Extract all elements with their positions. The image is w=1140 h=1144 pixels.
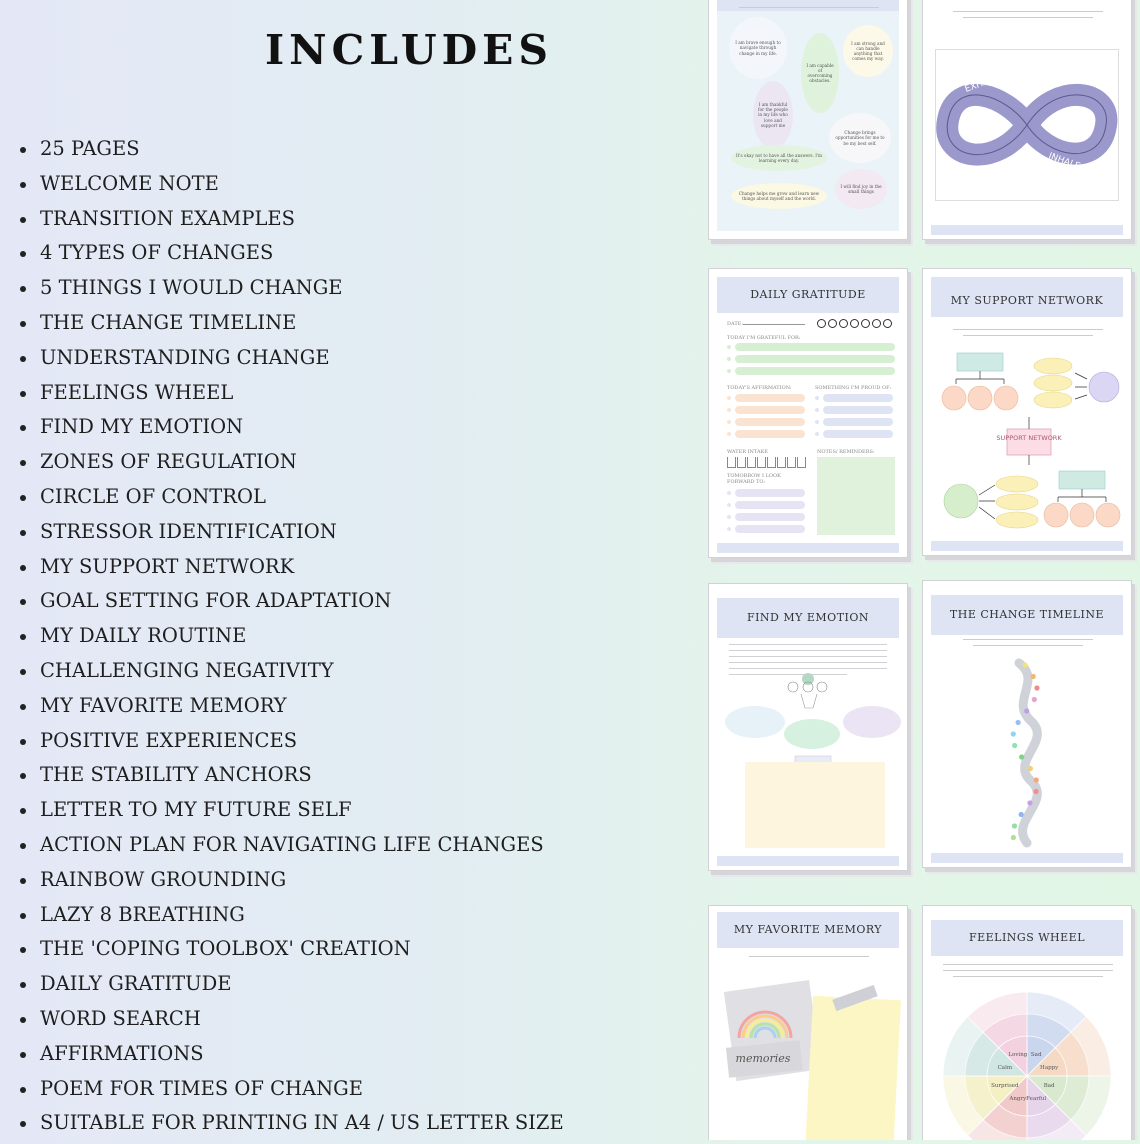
timeline-dot: [1012, 743, 1017, 748]
water-cup-icon: [767, 457, 776, 468]
preview-daily-gratitude: DAILY GRATITUDE DATE: TODAY I'M GRATEFUL FOR: TODAY'S AFFIRMATION: SOMETHING I'M PROUD OF: WATER INTAKE NOTES/ REMINDERS: TOMORROW I LOOK FORWARD TO:: [708, 268, 908, 558]
memory-collage: [709, 906, 907, 1140]
affirmation-bubble: I am strong and can handle anything that comes my way.: [843, 25, 893, 77]
include-item: ACTION PLAN FOR NAVIGATING LIFE CHANGES: [20, 831, 564, 866]
include-item: WELCOME NOTE: [20, 170, 564, 205]
gratitude-line: [735, 513, 805, 521]
wheel-core-label: Loving: [1008, 1051, 1028, 1058]
include-item: CHALLENGING NEGATIVITY: [20, 657, 564, 692]
timeline-dot: [1011, 731, 1016, 736]
memories-label: memories: [735, 1052, 791, 1065]
include-item: GOAL SETTING FOR ADAPTATION: [20, 587, 564, 622]
wheel-core-label: Calm: [997, 1064, 1013, 1071]
timeline-dot: [1032, 697, 1037, 702]
feelings-wheel: [923, 906, 1131, 1140]
include-item: RAINBOW GROUNDING: [20, 866, 564, 901]
include-item: THE CHANGE TIMELINE: [20, 309, 564, 344]
water-cup-icon: [757, 457, 766, 468]
timeline-dot: [1019, 754, 1024, 759]
preview-lazy-8-breathing: [922, 0, 1132, 240]
gratitude-line: [735, 406, 805, 414]
mood-face-icon: [817, 319, 826, 328]
include-item: THE 'COPING TOOLBOX' CREATION: [20, 935, 564, 970]
affirmation-bubble: I will find joy in the small things: [835, 169, 887, 209]
lazy-8-frame: [935, 49, 1119, 201]
include-item: CIRCLE OF CONTROL: [20, 483, 564, 518]
wheel-core-label: Angry: [1009, 1096, 1027, 1103]
preview-change-timeline: [922, 580, 1132, 868]
timeline-dot: [1034, 777, 1039, 782]
infinity-loop-shape: [936, 50, 1118, 200]
page-title: DAILY GRATITUDE: [750, 288, 866, 301]
inhale-label: INHALE: [1046, 151, 1082, 173]
gratitude-line: [735, 367, 895, 375]
include-item: MY SUPPORT NETWORK: [20, 553, 564, 588]
mood-face-icon: [839, 319, 848, 328]
includes-list: [20, 135, 564, 1144]
page-header-bar: [717, 277, 899, 313]
include-item: DAILY GRATITUDE: [20, 970, 564, 1005]
gratitude-line: [735, 343, 895, 351]
water-cup-icon: [747, 457, 756, 468]
page-title: FIND MY EMOTION: [746, 611, 870, 624]
water-cup-icon: [777, 457, 786, 468]
preview-find-my-emotion: [708, 583, 908, 871]
affirmation-bubble: Change helps me grow and learn new things about myself and the world.: [731, 183, 827, 209]
include-item: FIND MY EMOTION: [20, 413, 564, 448]
gratitude-line: [823, 406, 893, 414]
water-cup-icon: [737, 457, 746, 468]
preview-favorite-memory: [708, 905, 908, 1140]
timeline-dot: [1033, 789, 1038, 794]
wheel-core-label: Bad: [1043, 1083, 1055, 1090]
support-network-diagram: [923, 269, 1131, 555]
include-item: POEM FOR TIMES OF CHANGE: [20, 1075, 564, 1110]
timeline-dot: [1031, 674, 1036, 679]
include-item: MY DAILY ROUTINE: [20, 622, 564, 657]
gratitude-line: [735, 489, 805, 497]
timeline-dot: [1024, 708, 1029, 713]
timeline-dot: [1016, 720, 1021, 725]
include-item: LAZY 8 BREATHING: [20, 901, 564, 936]
preview-affirmations: [708, 0, 908, 240]
gratitude-line: [823, 394, 893, 402]
mood-face-icon: [883, 319, 892, 328]
include-item: 5 THINGS I WOULD CHANGE: [20, 274, 564, 309]
include-item: WORD SEARCH: [20, 1005, 564, 1040]
emotion-diagram: [709, 584, 907, 870]
preview-feelings-wheel: [922, 905, 1132, 1140]
water-cup-icon: [787, 457, 796, 468]
include-item: SUITABLE FOR PRINTING IN A4 / US LETTER SIZE: [20, 1109, 564, 1144]
page-title: MY SUPPORT NETWORK: [950, 294, 1104, 307]
gratitude-line: [735, 394, 805, 402]
mood-face-icon: [828, 319, 837, 328]
wheel-core-label: Sad: [1030, 1051, 1042, 1058]
include-item: AFFIRMATIONS: [20, 1040, 564, 1075]
gratitude-line: [823, 430, 893, 438]
include-item: STRESSOR IDENTIFICATION: [20, 518, 564, 553]
include-item: THE STABILITY ANCHORS: [20, 761, 564, 796]
affirmation-bubble: It's okay not to have all the answers. I'm learning every day.: [731, 145, 827, 171]
affirmation-bubble: I am brave enough to navigate through change in my life.: [729, 17, 787, 79]
support-network-center-label: SUPPORT NETWORK: [996, 434, 1062, 442]
include-item: FEELINGS WHEEL: [20, 379, 564, 414]
page-title: FEELINGS WHEEL: [968, 931, 1086, 944]
timeline-dot: [1011, 835, 1016, 840]
timeline-dot: [1019, 812, 1024, 817]
affirmation-bubble: I am thankful for the people in my life who love and support me: [753, 81, 793, 149]
page-header-bar: [717, 0, 899, 11]
page-previews: [700, 0, 1140, 1140]
include-item: ZONES OF REGULATION: [20, 448, 564, 483]
mood-face-icon: [850, 319, 859, 328]
preview-support-network: [922, 268, 1132, 556]
wheel-core-label: Happy: [1040, 1064, 1059, 1071]
wheel-core-label: Fearful: [1026, 1096, 1047, 1103]
timeline-dot: [1022, 662, 1027, 667]
water-cup-icon: [727, 457, 736, 468]
include-item: TRANSITION EXAMPLES: [20, 205, 564, 240]
wheel-core-label: Surprised: [991, 1083, 1019, 1090]
timeline-dot: [1028, 766, 1033, 771]
include-item: LETTER TO MY FUTURE SELF: [20, 796, 564, 831]
timeline-dot: [1027, 800, 1032, 805]
exhale-label: EXHALE: [963, 73, 1001, 95]
affirmation-bubble: I am capable of overcoming obstacles.: [801, 33, 839, 113]
timeline-dot: [1012, 823, 1017, 828]
include-item: MY FAVORITE MEMORY: [20, 692, 564, 727]
include-item: POSITIVE EXPERIENCES: [20, 727, 564, 762]
gratitude-line: [735, 430, 805, 438]
gratitude-line: [735, 355, 895, 363]
include-item: UNDERSTANDING CHANGE: [20, 344, 564, 379]
include-item: 25 PAGES: [20, 135, 564, 170]
affirmation-bubble: Change brings opportunities for me to be my best self.: [829, 113, 891, 163]
timeline-path: [923, 581, 1131, 867]
mood-face-icon: [872, 319, 881, 328]
gratitude-line: [735, 418, 805, 426]
gratitude-line: [823, 418, 893, 426]
page-title: MY FAVORITE MEMORY: [733, 923, 883, 936]
water-cup-icon: [797, 457, 806, 468]
gratitude-line: [735, 501, 805, 509]
gratitude-line: [735, 525, 805, 533]
mood-face-icon: [861, 319, 870, 328]
includes-heading: INCLUDES: [265, 26, 554, 74]
notes-box: [817, 457, 895, 535]
page-title: THE CHANGE TIMELINE: [949, 608, 1105, 621]
timeline-dot: [1034, 685, 1039, 690]
include-item: 4 TYPES OF CHANGES: [20, 239, 564, 274]
